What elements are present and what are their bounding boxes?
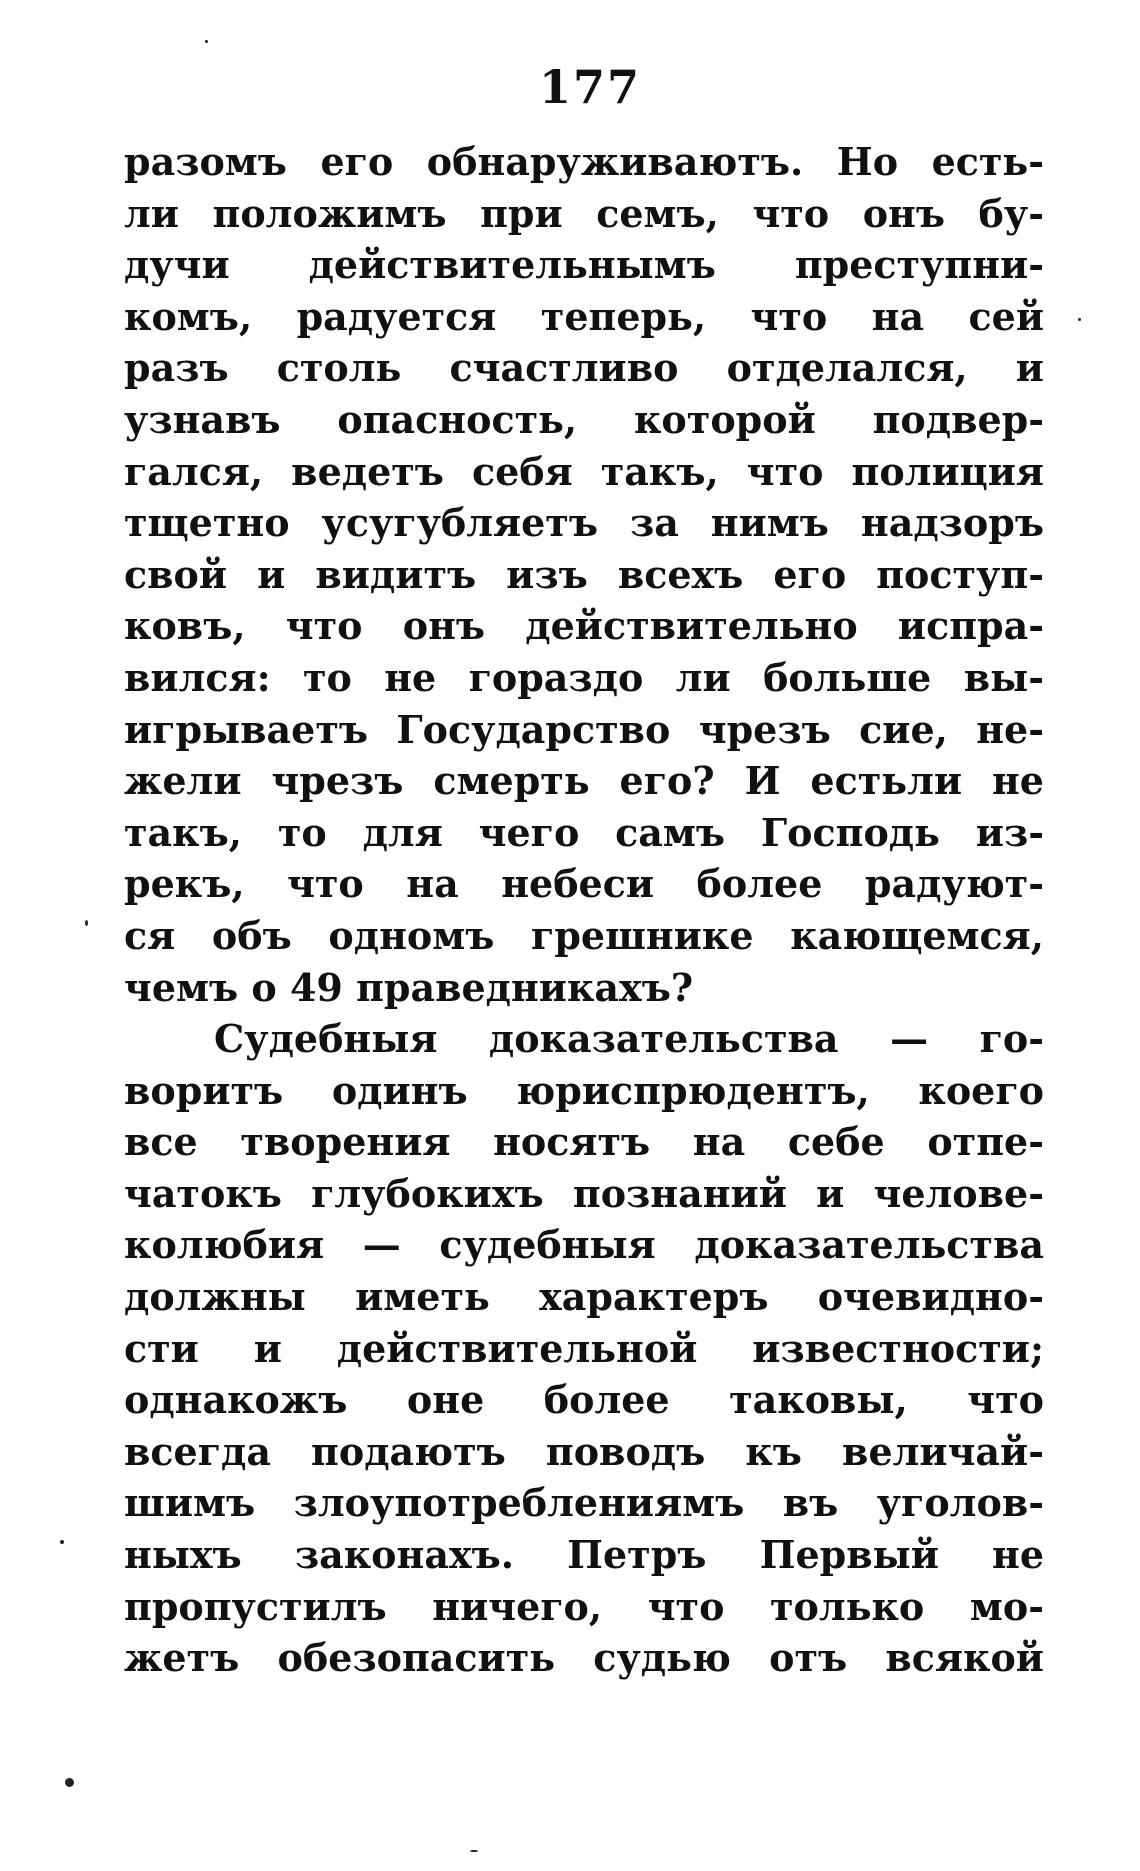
text-line: дучи действительнымъ преступни- <box>124 242 1044 288</box>
text-line: сти и действительной известности; <box>124 1325 1044 1371</box>
text-line: ли положимъ при семъ, что онъ бу- <box>124 190 1044 236</box>
text-line: должны иметь характеръ очевидно- <box>124 1274 1044 1320</box>
scan-speck <box>1078 318 1081 321</box>
text-line: ся объ одномъ грешнике кающемся, <box>124 912 1044 958</box>
text-line: воритъ одинъ юриспрюдентъ, коего <box>124 1067 1044 1113</box>
text-line: жели чрезъ смерть его? И естьли не <box>124 758 1044 804</box>
text-line: комъ, радуется теперь, что на сей <box>124 293 1044 339</box>
text-line: все творения носятъ на себе отпе- <box>124 1119 1044 1165</box>
text-line: пропустилъ ничего, что только мо- <box>124 1583 1044 1629</box>
page-number: 177 <box>538 60 642 114</box>
text-line: разомъ его обнаруживаютъ. Но есть- <box>124 139 1044 184</box>
text-line: шимъ злоупотреблениямъ въ уголов- <box>124 1480 1044 1526</box>
text-line: всегда подаютъ поводъ къ величай- <box>124 1428 1044 1474</box>
text-line: ныхъ законахъ. Петръ Первый не <box>124 1532 1044 1578</box>
paragraph-end-line: чемъ о 49 праведникахъ? <box>124 964 694 1010</box>
scan-speck <box>470 1850 478 1852</box>
text-line: колюбия — судебныя доказательства <box>124 1222 1044 1268</box>
text-line: разъ столь счастливо отделался, и <box>124 345 1044 391</box>
scan-speck <box>205 40 208 43</box>
text-line: вился: то не гораздо ли больше вы- <box>124 654 1044 700</box>
paragraph-start-line: Судебныя доказательства — го- <box>214 1016 1044 1062</box>
text-line: жетъ обезопасить судью отъ всякой <box>124 1635 1044 1681</box>
scan-speck <box>65 1778 74 1787</box>
text-line: такъ, то для чего самъ Господь из- <box>124 809 1044 855</box>
text-line: чатокъ глубокихъ познаний и челове- <box>124 1170 1044 1216</box>
text-line: игрываетъ Государство чрезъ сие, не- <box>124 706 1044 752</box>
body-text <box>124 136 1044 1684</box>
text-line: узнавъ опасность, которой подвер- <box>124 396 1044 442</box>
text-line: рекъ, что на небеси более радуют- <box>124 861 1044 907</box>
text-line: свой и видитъ изъ всехъ его поступ- <box>124 551 1044 597</box>
text-line: тщетно усугубляетъ за нимъ надзоръ <box>124 500 1044 546</box>
text-line: ковъ, что онъ действительно испра- <box>124 603 1044 649</box>
scan-speck <box>60 1540 64 1544</box>
text-line: гался, ведетъ себя такъ, что полиция <box>124 448 1044 494</box>
scan-speck <box>85 920 88 926</box>
text-line: однакожъ оне более таковы, что <box>124 1377 1044 1423</box>
